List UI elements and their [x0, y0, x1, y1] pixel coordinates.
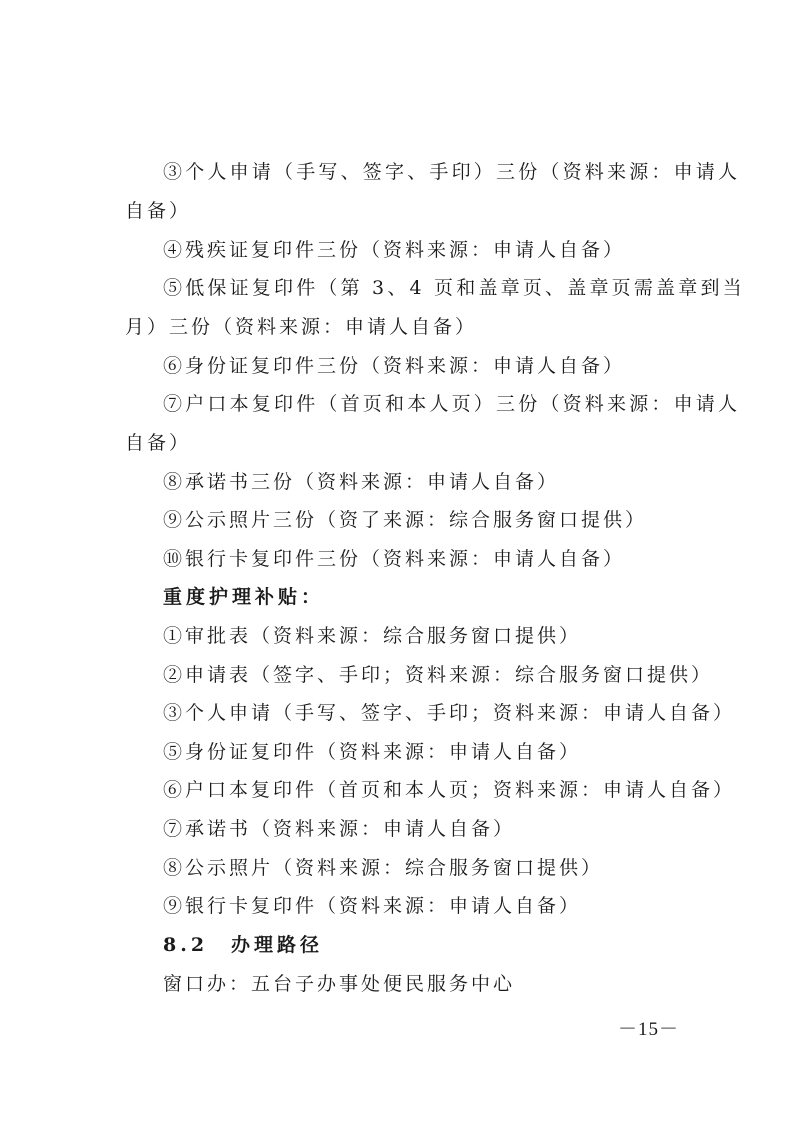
text-line: ⑥户口本复印件（首页和本人页；资料来源：申请人自备）	[163, 779, 736, 801]
text-line: 窗口办：五台子办事处便民服务中心	[163, 973, 516, 995]
text-line: ⑧公示照片（资料来源：综合服务窗口提供）	[163, 857, 604, 879]
text-line: 自备）	[125, 432, 192, 454]
text-line: ⑩银行卡复印件三份（资料来源：申请人自备）	[163, 548, 626, 570]
text-line: ⑦户口本复印件（首页和本人页）三份（资料来源：申请人	[163, 393, 741, 415]
text-line: 自备）	[125, 200, 192, 222]
page-number: －15－	[618, 1019, 680, 1040]
text-line: ⑦承诺书（资料来源：申请人自备）	[163, 818, 516, 840]
text-line: ⑨银行卡复印件（资料来源：申请人自备）	[163, 895, 582, 917]
text-line: ⑤身份证复印件（资料来源：申请人自备）	[163, 741, 582, 763]
section-heading: 8.2 办理路径	[163, 934, 324, 956]
text-line: ④残疾证复印件三份（资料来源：申请人自备）	[163, 239, 626, 261]
text-line: ③个人申请（手写、签字、手印；资料来源：申请人自备）	[163, 702, 736, 724]
text-line: ⑨公示照片三份（资了来源：综合服务窗口提供）	[163, 509, 648, 531]
text-line: ①审批表（资料来源：综合服务窗口提供）	[163, 625, 582, 647]
text-line: ②申请表（签字、手印；资料来源：综合服务窗口提供）	[163, 664, 714, 686]
text-line: ③个人申请（手写、签字、手印）三份（资料来源：申请人	[163, 161, 741, 183]
text-line: 月）三份（资料来源：申请人自备）	[125, 316, 478, 338]
section-heading: 重度护理补贴：	[163, 586, 325, 608]
text-line: ⑤低保证复印件（第 3、4 页和盖章页、盖章页需盖章到当	[163, 277, 745, 299]
text-line: ⑥身份证复印件三份（资料来源：申请人自备）	[163, 355, 626, 377]
text-line: ⑧承诺书三份（资料来源：申请人自备）	[163, 471, 560, 493]
